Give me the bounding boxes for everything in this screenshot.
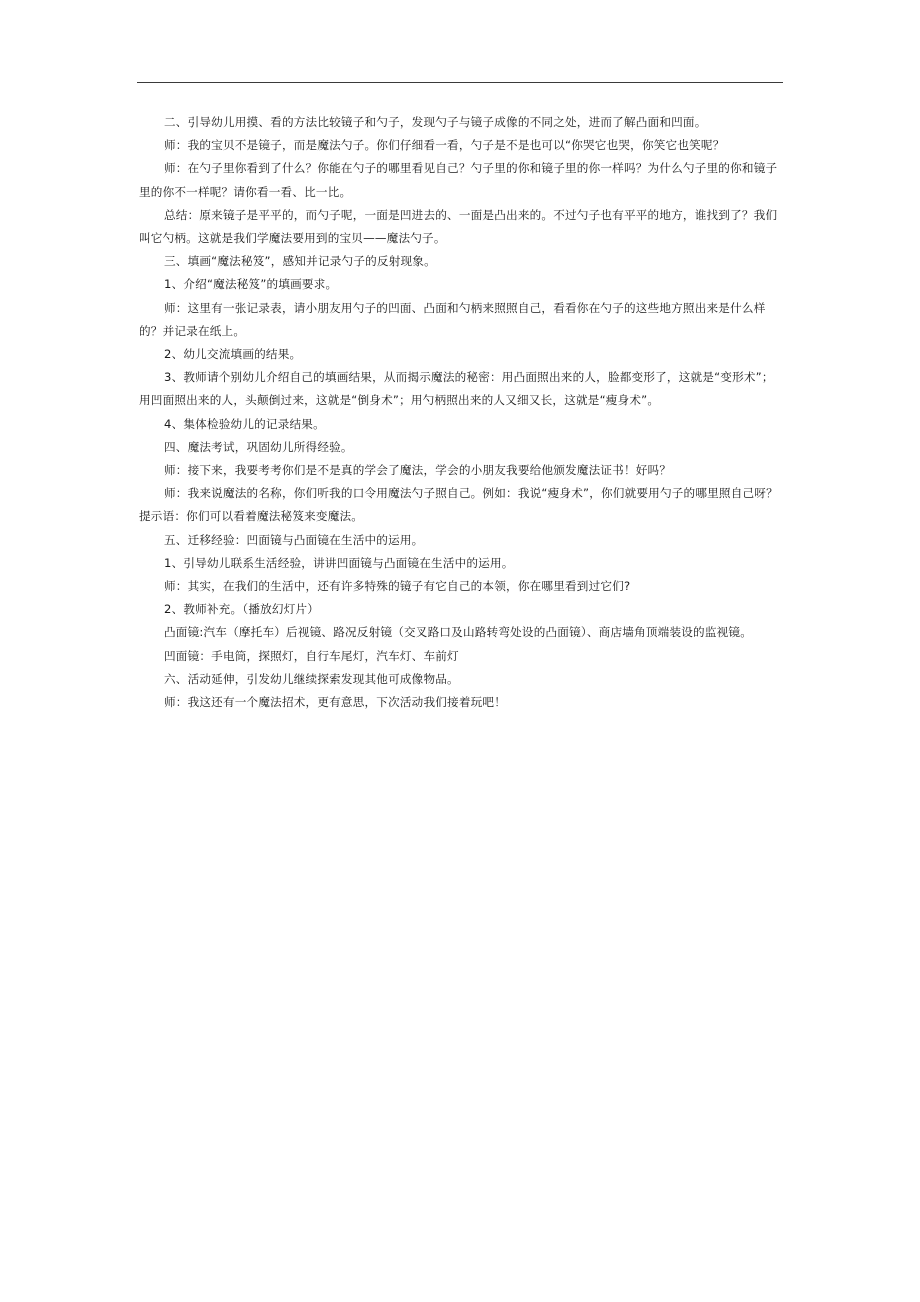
header-rule bbox=[137, 82, 783, 83]
paragraph: 四、魔法考试，巩固幼儿所得经验。 bbox=[164, 439, 353, 454]
paragraph: 六、活动延伸，引发幼儿继续探索发现其他可成像物品。 bbox=[164, 671, 459, 686]
paragraph: 师：我这还有一个魔法招术，更有意思，下次活动我们接着玩吧！ bbox=[164, 695, 507, 710]
paragraph: 1、引导幼儿联系生活经验，讲讲凹面镜与凸面镜在生活中的运用。 bbox=[164, 555, 514, 570]
document-body bbox=[139, 111, 785, 714]
paragraph: 师：接下来，我要考考你们是不是真的学会了魔法，学会的小朋友我要给他颁发魔法证书！好吗？ bbox=[164, 463, 672, 478]
paragraph: 师：其实，在我们的生活中，还有许多特殊的镜子有它自己的本领，你在哪里看到过它们? bbox=[164, 579, 631, 594]
paragraph: 师：这里有一张记录表，请小朋友用勺子的凹面、凸面和勺柄来照照自己，看看你在勺子的这些地方照出来是什么样的？并记录在纸上。 bbox=[139, 300, 766, 338]
paragraph: 三、填画“魔法秘笈”，感知并记录勺子的反射现象。 bbox=[164, 254, 436, 269]
paragraph: 3、教师请个别幼儿介绍自己的填画结果，从而揭示魔法的秘密：用凸面照出来的人，脸都变形了，这就是“变形术”；用凹面照出来的人，头颠倒过来，这就是“倒身术”；用勺柄照出来的人又细又长，这就是“瘦身术”。 bbox=[139, 370, 774, 408]
paragraph: 总结：原来镜子是平平的，而勺子呢，一面是凹进去的、一面是凸出来的。不过勺子也有平平的地方，谁找到了？我们叫它勺柄。这就是我们学魔法要用到的宝贝——魔法勺子。 bbox=[139, 207, 778, 246]
paragraph: 师：我的宝贝不是镜子，而是魔法勺子。你们仔细看一看，勺子是不是也可以“你哭它也哭，你笑它也笑呢？ bbox=[164, 138, 725, 153]
paragraph: 凸面镜:汽车（摩托车）后视镜、路况反射镜（交叉路口及山路转弯处设的凸面镜）、商店墙角顶端装设的监视镜。 bbox=[164, 625, 752, 640]
paragraph: 1、介绍“魔法秘笈”的填画要求。 bbox=[164, 277, 338, 292]
paragraph: 师：我来说魔法的名称，你们听我的口令用魔法勺子照自己。例如：我说“瘦身术”，你们就要用勺子的哪里照自己呀？提示语：你们可以看着魔法秘笈来变魔法。 bbox=[139, 486, 778, 524]
paragraph: 4、集体检验幼儿的记录结果。 bbox=[164, 416, 325, 431]
paragraph: 二、引导幼儿用摸、看的方法比较镜子和勺子，发现勺子与镜子成像的不同之处，进而了解凸面和凹面。 bbox=[164, 115, 707, 129]
paragraph: 师：在勺子里你看到了什么？你能在勺子的哪里看见自己？勺子里的你和镜子里的你一样吗？为什么勺子里的你和镜子里的你不一样呢？请你看一看、比一比。 bbox=[139, 161, 778, 199]
paragraph: 五、迁移经验：凹面镜与凸面镜在生活中的运用。 bbox=[164, 532, 424, 547]
paragraph: 2、教师补充。（播放幻灯片） bbox=[164, 602, 320, 617]
paragraph: 凹面镜：手电筒，探照灯，自行车尾灯，汽车灯、车前灯 bbox=[164, 648, 459, 663]
paragraph: 2、幼儿交流填画的结果。 bbox=[164, 347, 302, 362]
